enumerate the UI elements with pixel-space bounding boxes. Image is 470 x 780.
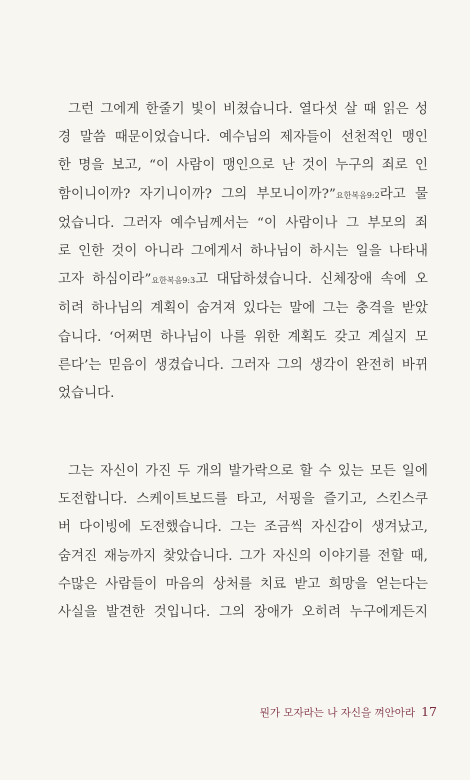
paragraph-1 [58,96,428,408]
running-title: 뭔가 모자라는 나 자신을 껴안아라 [259,707,416,719]
text-line: 한 명을 보고, “이 사람이 맹인으로 난 것이 누구의 죄로 인 [58,158,428,174]
text-line: 른다’는 믿음이 생겼습니다. 그러자 그의 생각이 완전히 바뀌 [58,357,428,373]
text-line: 로 인한 것이 아니라 그에게서 하나님이 하시는 일을 나타내 [58,244,428,260]
page-footer [0,704,437,720]
text-line: 함이니이까? 자기니이까? 그의 부모니이까?”요한복음9:2라고 물 [58,186,429,202]
text-line: 사실을 발견한 것입니다. 그의 장애가 오히려 누구에게든지 [58,605,428,621]
text-line: 그는 자신이 가진 두 개의 발가락으로 할 수 있는 모든 일에 [68,464,428,479]
page-number: 17 [421,704,437,719]
bible-reference: 요한복음9:2 [335,190,380,200]
paragraph-2 [58,458,428,627]
text-line: 수많은 사람들이 마음의 상처를 치료 받고 희망을 얻는다는 [58,576,428,592]
text-line: 고자 하심이라”요한복음9:3고 대답하셨습니다. 신체장애 속에 오 [58,272,428,288]
text-line: 버 다이빙에 도전했습니다. 그는 조금씩 자신감이 생겨났고, [58,520,428,536]
text-line: 도전합니다. 스케이트보드를 타고, 서핑을 즐기고, 스킨스쿠 [58,492,428,508]
text-line: 었습니다. 그러자 예수님께서는 “이 사람이나 그 부모의 죄 [58,215,428,231]
text-line: 그런 그에게 한줄기 빛이 비쳤습니다. 열다섯 살 때 읽은 성 [68,102,428,117]
text-line: 경 말씀 때문이었습니다. 예수님의 제자들이 선천적인 맹인 [58,130,428,146]
text-line: 습니다. ‘어쩌면 하나님이 나를 위한 계획도 갖고 계실지 모 [58,329,428,345]
bible-reference: 요한복음9:3 [151,276,196,286]
text-line: 숨겨진 재능까지 찾았습니다. 그가 자신의 이야기를 전할 때, [58,548,428,564]
text-line: 었습니다. [58,386,115,402]
text-line: 히려 하나님의 계획이 숨겨져 있다는 말에 그는 충격을 받았 [58,301,428,317]
